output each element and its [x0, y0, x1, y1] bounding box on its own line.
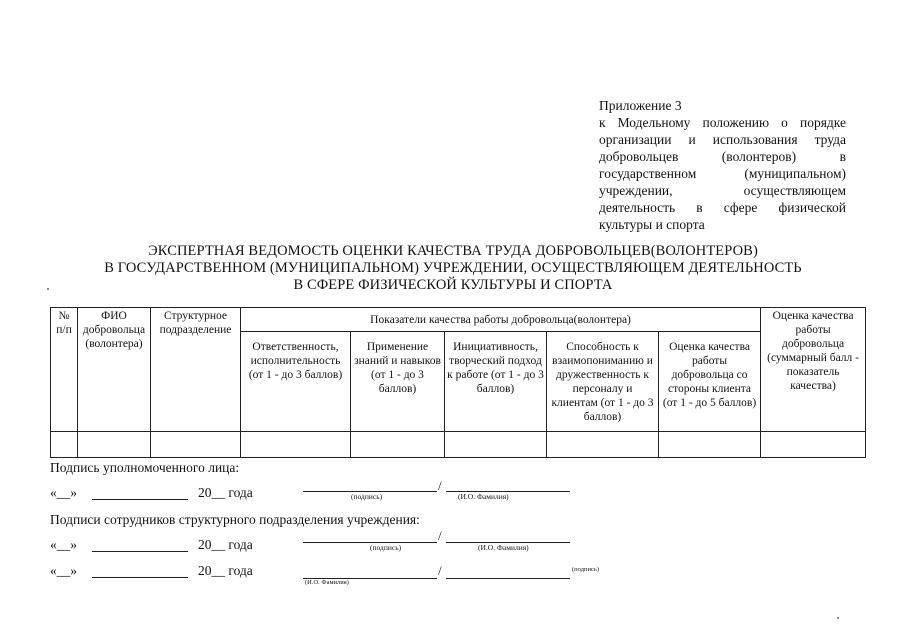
appendix-note	[599, 97, 846, 233]
indicator-initiative: Инициативность, творческий подход к работе (от 1 - до 3 баллов)	[445, 332, 547, 432]
year-blank[interactable]: __	[211, 485, 225, 500]
title-line-3: В СФЕРЕ ФИЗИЧЕСКОЙ КУЛЬТУРЫ И СПОРТА	[293, 277, 613, 293]
staff-heading: Подписи сотрудников структурного подразделения учреждения:	[50, 512, 420, 527]
quote-close: »	[70, 485, 77, 500]
year-suffix: года	[228, 537, 253, 552]
header-fio: ФИО добровольца (волонтера)	[78, 308, 151, 432]
signature-label: (подпись)	[370, 543, 402, 552]
indicator-responsibility: Ответственность, исполнительность (от 1 - до 3 баллов)	[241, 332, 351, 432]
cell-client-rating[interactable]	[659, 432, 761, 458]
year-prefix: 20	[198, 563, 212, 578]
indicator-communication: Способность к взаимопониманию и дружественность к персоналу и клиентам (от 1 - до 3 баллов)	[547, 332, 659, 432]
year-row-2	[198, 537, 253, 553]
day-blank[interactable]: __	[56, 537, 71, 552]
quote-close: »	[70, 537, 77, 552]
year-prefix: 20	[198, 537, 212, 552]
quote-open: «	[50, 485, 57, 500]
date-row-1	[50, 485, 77, 501]
name-label: (И.О. Фамилия)	[458, 492, 509, 501]
header-indicators: Показатели качества работы добровольца(волонтера)	[241, 308, 761, 332]
cell-dept[interactable]	[151, 432, 241, 458]
cell-fio[interactable]	[78, 432, 151, 458]
indicator-client-rating: Оценка качества работы добровольца со стороны клиента (от 1 - до 5 баллов)	[659, 332, 761, 432]
day-blank[interactable]: __	[56, 485, 71, 500]
date-row-3	[50, 563, 77, 579]
name-label: (И.О. Фамилия)	[305, 579, 349, 586]
scan-speck	[837, 617, 839, 619]
signature-label: (подпись)	[572, 566, 599, 573]
name-label: (И.О. Фамилия)	[478, 543, 529, 552]
year-blank[interactable]: __	[211, 563, 225, 578]
signature-label: (подпись)	[351, 492, 383, 501]
header-dept: Структурное подразделение	[151, 308, 241, 432]
quote-close: »	[70, 563, 77, 578]
cell-initiative[interactable]	[445, 432, 547, 458]
slash: /	[438, 528, 442, 543]
month-line[interactable]	[92, 577, 188, 578]
year-suffix: года	[228, 563, 253, 578]
assessment-table	[50, 307, 866, 458]
appendix-number: Приложение 3	[599, 98, 682, 113]
title-line-2: В ГОСУДАРСТВЕННОМ (МУНИЦИПАЛЬНОМ) УЧРЕЖДЕНИИ, ОСУЩЕСТВЛЯЮЩЕМ ДЕЯТЕЛЬНОСТЬ	[104, 260, 802, 276]
cell-skills[interactable]	[351, 432, 445, 458]
table-row	[51, 432, 866, 458]
date-row-2	[50, 537, 77, 553]
title-line-1: ЭКСПЕРТНАЯ ВЕДОМОСТЬ ОЦЕНКИ КАЧЕСТВА ТРУДА ДОБРОВОЛЬЦЕВ(ВОЛОНТЕРОВ)	[148, 243, 758, 259]
cell-communication[interactable]	[547, 432, 659, 458]
appendix-text: к Модельному положению о порядке организации и использования труда добровольцев (волонтеров) в государственном (муниципальном) учреждении, осуществляющем деятельность в сфере физической культуры и спорта	[599, 115, 846, 232]
year-row-1	[198, 485, 253, 501]
quote-open: «	[50, 537, 57, 552]
year-blank[interactable]: __	[211, 537, 225, 552]
month-line[interactable]	[92, 499, 188, 500]
year-prefix: 20	[198, 485, 212, 500]
header-score: Оценка качества работы добровольца (суммарный балл - показатель качества)	[761, 308, 866, 432]
indicator-skills: Применение знаний и навыков (от 1 - до 3 баллов)	[351, 332, 445, 432]
header-num: № п/п	[51, 308, 78, 432]
cell-score[interactable]	[761, 432, 866, 458]
slash: /	[438, 478, 442, 493]
day-blank[interactable]: __	[56, 563, 71, 578]
cell-responsibility[interactable]	[241, 432, 351, 458]
year-suffix: года	[228, 485, 253, 500]
year-row-3	[198, 563, 253, 579]
slash: /	[438, 563, 442, 578]
authorized-heading: Подпись уполномоченного лица:	[50, 460, 240, 475]
cell-num[interactable]	[51, 432, 78, 458]
signature-line[interactable]	[446, 578, 570, 579]
month-line[interactable]	[92, 551, 188, 552]
scan-speck	[47, 288, 49, 290]
document-title	[60, 243, 846, 294]
quote-open: «	[50, 563, 57, 578]
